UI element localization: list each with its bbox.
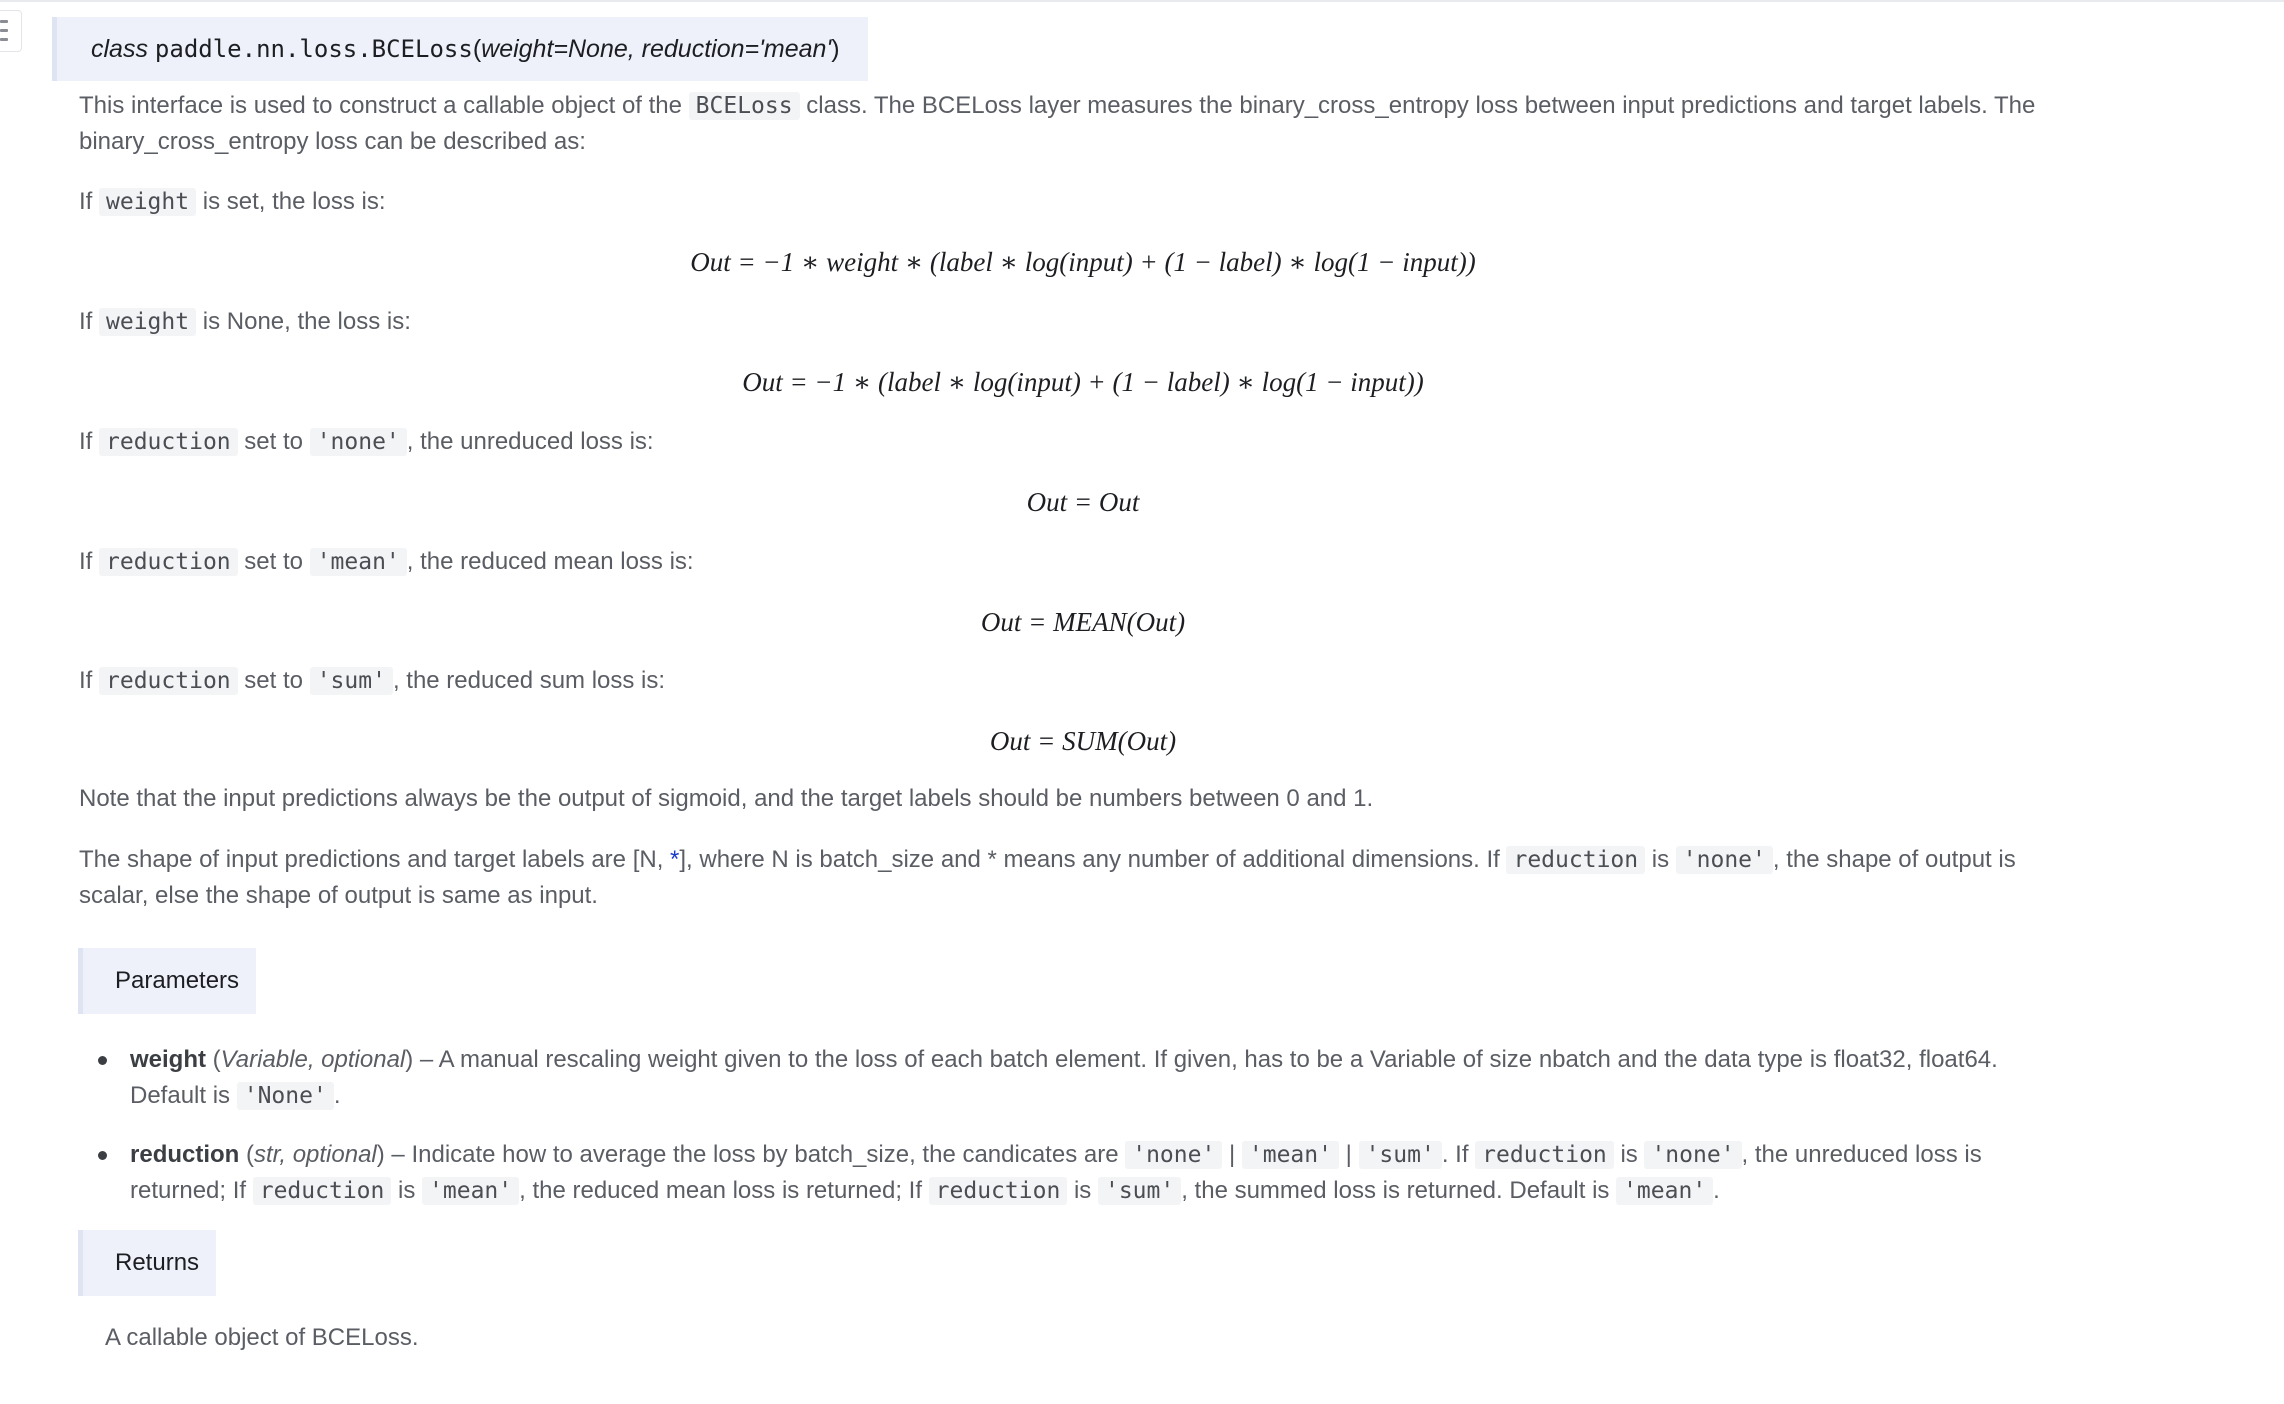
menu-icon xyxy=(0,29,8,32)
text: | xyxy=(1222,1141,1242,1168)
reduction-none-paragraph xyxy=(79,424,2039,460)
text: If xyxy=(79,667,100,694)
text: | xyxy=(1338,1141,1359,1168)
intro-paragraph xyxy=(79,88,2039,160)
inline-code: weight xyxy=(99,188,196,216)
inline-code: 'sum' xyxy=(1359,1141,1442,1169)
inline-code: reduction xyxy=(99,428,238,456)
reduction-mean-paragraph xyxy=(79,544,2039,580)
inline-code: reduction xyxy=(1475,1141,1614,1169)
text: , the unreduced loss is returned; If xyxy=(130,1141,1982,1204)
signature-open-paren: ( xyxy=(472,35,482,63)
sidebar-toggle-button[interactable] xyxy=(0,10,22,52)
returns-heading: Returns xyxy=(78,1230,216,1296)
inline-code: reduction xyxy=(253,1177,392,1205)
text: , the reduced sum loss is: xyxy=(392,667,666,694)
signature-close-paren: ) xyxy=(831,35,840,63)
formula-none: Out = Out xyxy=(1026,487,1140,517)
returns-section xyxy=(79,1230,2039,1356)
text: is set, the loss is: xyxy=(196,188,386,215)
param-reduction: reduction (str, optional) – Indicate how to average the loss by batch_size, the candicates are 'none' | 'mean' | 'sum' . If reduction is 'none' , the unreduced loss is returned; If reduction is 'mean' , the reduced mean loss is returned; If reduction is 'sum' , the summed loss is returned. Default is 'mean' . xyxy=(78,1137,2038,1209)
inline-code: weight xyxy=(99,308,196,336)
inline-code: 'sum' xyxy=(310,667,393,695)
param-desc: – A manual rescaling weight given to the loss of each batch element. If given, has to be a Variable of size nbatch and the data type is float32, float64. Default is xyxy=(130,1046,1998,1109)
intro-text: This interface is used to construct a callable object of the xyxy=(79,92,689,119)
text: If xyxy=(79,548,100,575)
menu-icon xyxy=(0,20,8,23)
text: . xyxy=(333,1082,341,1109)
param-desc: – Indicate how to average the loss by batch_size, the candicates are xyxy=(384,1141,1126,1168)
text: . If xyxy=(1441,1141,1476,1168)
inline-code: 'none' xyxy=(1676,846,1773,874)
text: The shape of input predictions and target labels are [N, xyxy=(79,846,671,873)
text: If xyxy=(79,188,100,215)
inline-code: 'none' xyxy=(1125,1141,1222,1169)
class-name: paddle.nn.loss.BCELoss xyxy=(154,35,473,63)
text: set to xyxy=(237,548,310,575)
param-name: reduction xyxy=(130,1141,240,1168)
reduction-sum-paragraph xyxy=(79,663,2039,699)
class-params: weight=None, reduction='mean' xyxy=(481,35,832,63)
inline-code: reduction xyxy=(1506,846,1645,874)
doc-content xyxy=(79,88,2039,1356)
parameters-heading: Parameters xyxy=(78,948,256,1014)
parameters-list xyxy=(78,1042,2039,1209)
shape-paragraph xyxy=(79,842,2039,914)
inline-code: 'none' xyxy=(1644,1141,1741,1169)
formula-sum: Out = SUM(Out) xyxy=(989,726,1177,756)
parameters-section xyxy=(79,948,2039,1209)
inline-code: 'None' xyxy=(237,1082,334,1110)
param-type: Variable, optional xyxy=(220,1046,406,1073)
asterisk-link[interactable]: * xyxy=(670,846,680,873)
text: ], where N is batch_size and * means any number of additional dimensions. If xyxy=(679,846,1507,873)
text: , the summed loss is returned. Default is xyxy=(1181,1177,1617,1204)
inline-code: reduction xyxy=(929,1177,1068,1205)
intro-text: class. The BCELoss layer measures the binary_cross_entropy loss between input predictions and target labels. The binary_cross_entropy loss can be described as: xyxy=(79,92,2036,155)
inline-code: 'mean' xyxy=(310,548,407,576)
text: , the unreduced loss is: xyxy=(406,428,654,455)
inline-code: 'none' xyxy=(310,428,407,456)
text: is xyxy=(1613,1141,1645,1168)
note-paragraph: Note that the input predictions always be the output of sigmoid, and the target labels should be numbers between 0 and 1. xyxy=(79,785,1374,812)
class-signature xyxy=(52,17,868,81)
text: , the shape of output is scalar, else the shape of output is same as input. xyxy=(79,846,2016,909)
text: is None, the loss is: xyxy=(196,308,411,335)
text: , the reduced mean loss is: xyxy=(406,548,694,575)
param-type: str, optional xyxy=(254,1141,377,1168)
formula-mean: Out = MEAN(Out) xyxy=(980,607,1186,637)
weight-set-paragraph xyxy=(79,184,2039,220)
formula-unweighted-loss: Out = −1 ∗ (label ∗ log(input) + (1 − label) ∗ log(1 − input)) xyxy=(742,367,1424,397)
text: If xyxy=(79,428,100,455)
param-weight: weight (Variable, optional) – A manual rescaling weight given to the loss of each batch element. If given, has to be a Variable of size nbatch and the data type is float32, float64. Default is 'None' . xyxy=(78,1042,2038,1114)
text: If xyxy=(79,308,100,335)
inline-code: 'mean' xyxy=(1242,1141,1339,1169)
inline-code: BCELoss xyxy=(689,92,800,120)
text: set to xyxy=(237,428,310,455)
class-keyword: class xyxy=(91,35,148,63)
text: is xyxy=(391,1177,423,1204)
weight-none-paragraph xyxy=(79,304,2039,340)
param-name: weight xyxy=(130,1046,206,1073)
top-divider xyxy=(0,0,2284,2)
returns-text: A callable object of BCELoss. xyxy=(105,1324,419,1351)
inline-code: reduction xyxy=(99,548,238,576)
inline-code: 'sum' xyxy=(1098,1177,1181,1205)
text: is xyxy=(1067,1177,1098,1204)
text: , the reduced mean loss is returned; If xyxy=(519,1177,929,1204)
formula-weighted-loss: Out = −1 ∗ weight ∗ (label ∗ log(input) + (1 − label) ∗ log(1 − input)) xyxy=(690,247,1476,277)
text: set to xyxy=(237,667,310,694)
inline-code: reduction xyxy=(99,667,238,695)
menu-icon xyxy=(0,38,8,41)
inline-code: 'mean' xyxy=(422,1177,519,1205)
text: is xyxy=(1645,846,1676,873)
text: . xyxy=(1713,1177,1720,1204)
inline-code: 'mean' xyxy=(1616,1177,1713,1205)
